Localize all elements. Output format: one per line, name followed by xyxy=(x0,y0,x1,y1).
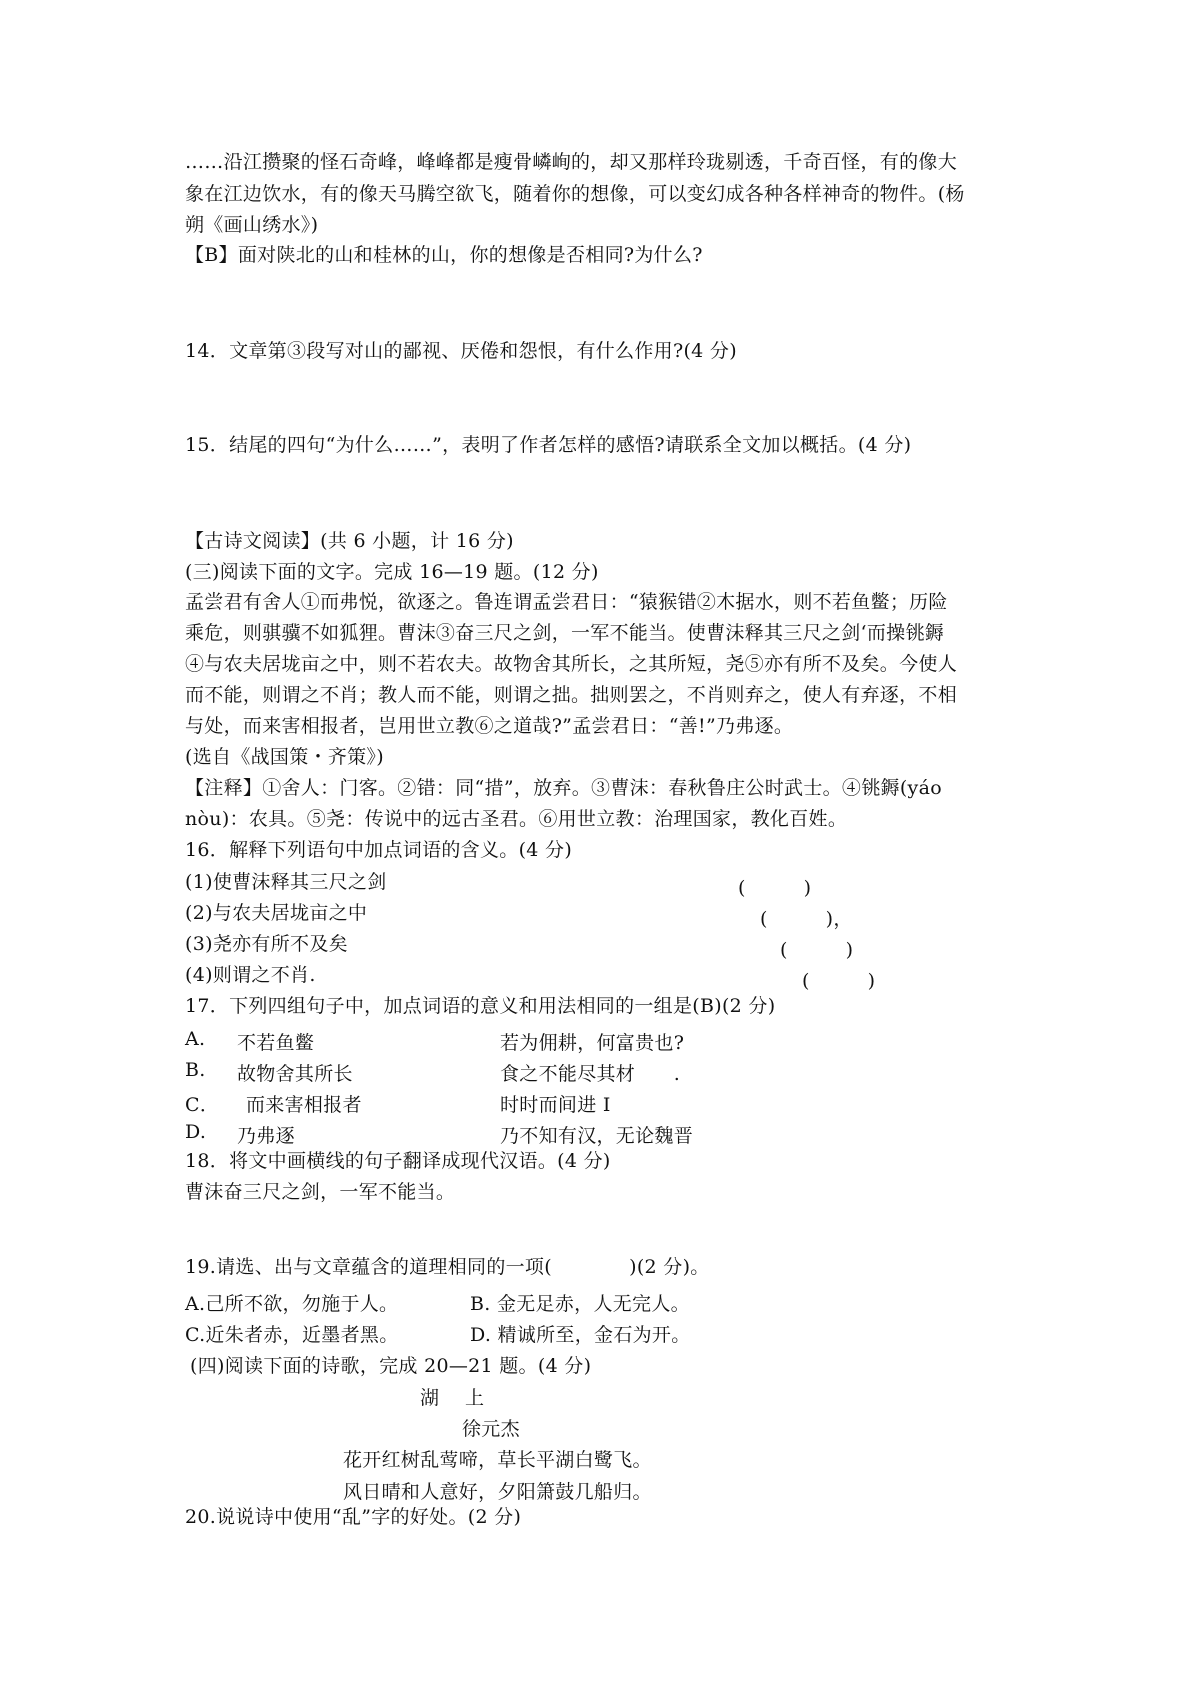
part4-intro: (四)阅读下面的诗歌，完成 20—21 题。(4 分) xyxy=(190,1355,592,1377)
classical-text-line: 而不能，则谓之不肖；教人而不能，则谓之拙。拙则罢之，不肖则弃之，使人有弃逐，不相 xyxy=(185,684,958,706)
option-right: 乃不知有汉，无论魏晋 xyxy=(500,1125,694,1147)
question-17-stem: 17．下列四组句子中，加点词语的意义和用法相同的一组是(B)(2 分) xyxy=(185,995,776,1017)
poem-author: 徐元杰 xyxy=(462,1418,520,1440)
option-right: 若为佣耕，何富贵也? xyxy=(500,1032,685,1054)
question-b: 【B】面对陕北的山和桂林的山，你的想像是否相同?为什么? xyxy=(185,244,703,266)
poem-line: 风日晴和人意好，夕阳箫鼓几船归。 xyxy=(343,1481,652,1503)
option-left: 乃弗逐 xyxy=(237,1125,295,1147)
answer-blank: ( ) xyxy=(780,939,854,961)
classical-text-line: 孟尝君有舍人①而弗悦，欲逐之。鲁连谓孟尝君日：“猿猴错②木据水，则不若鱼鳖；历险 xyxy=(185,591,948,613)
passage-line: ……沿江攒聚的怪石奇峰，峰峰都是瘦骨嶙峋的，却又那样玲珑剔透，千奇百怪，有的像大 xyxy=(185,151,958,173)
option-label: B. xyxy=(185,1059,206,1081)
option-right: 时时而间进 I xyxy=(500,1094,611,1116)
choice-a: A.己所不欲，勿施于人。 xyxy=(185,1293,399,1315)
section-title: 【古诗文阅读】(共 6 小题，计 16 分) xyxy=(185,530,514,552)
question-20: 20.说说诗中使用“乱”字的好处。(2 分) xyxy=(185,1506,522,1528)
question-16-item: (3)尧亦有所不及矣 xyxy=(185,933,348,955)
option-right: 食之不能尽其材 . xyxy=(500,1063,681,1085)
classical-text-line: 乘危，则骐骥不如狐狸。曹沫③奋三尺之剑，一军不能当。使曹沫释其三尺之剑‘而操铫鎒 xyxy=(185,622,945,644)
question-18-stem: 18．将文中画横线的句子翻译成现代汉语。(4 分) xyxy=(185,1150,611,1172)
question-18-sentence: 曹沫奋三尺之剑，一军不能当。 xyxy=(185,1181,456,1203)
option-label: D. xyxy=(185,1121,207,1143)
option-label: A. xyxy=(185,1028,206,1050)
notes-line: 【注释】①舍人：门客。②错：同“措”，放弃。③曹沫：春秋鲁庄公时武士。④铫鎒(yáo xyxy=(185,777,942,799)
notes-line: nòu)：农具。⑤尧：传说中的远古圣君。⑥用世立教：治理国家，教化百姓。 xyxy=(185,808,848,830)
question-19-stem: 19.请选、出与文章蕴含的道理相同的一项( )(2 分)。 xyxy=(185,1256,710,1278)
choice-b: B. 金无足赤，人无完人。 xyxy=(470,1293,690,1315)
option-left: 故物舍其所长 xyxy=(237,1063,353,1085)
question-14: 14．文章第③段写对山的鄙视、厌倦和怨恨，有什么作用?(4 分) xyxy=(185,340,737,362)
classical-text-line: ④与农夫居垅亩之中，则不若农夫。故物舍其所长，之其所短，尧⑤亦有所不及矣。今使人 xyxy=(185,653,958,675)
answer-blank: ( )， xyxy=(760,908,853,930)
source-citation: (选自《战国策・齐策》) xyxy=(185,746,384,768)
question-16-item: (1)使曹沫释其三尺之剑 xyxy=(185,871,387,893)
question-16-item: (2)与农夫居垅亩之中 xyxy=(185,902,368,924)
passage-line: 象在江边饮水，有的像天马腾空欲飞，随着你的想像，可以变幻成各种各样神奇的物件。(杨 xyxy=(185,183,965,205)
option-label: C． xyxy=(185,1094,220,1116)
question-16-item: (4)则谓之不肖. xyxy=(185,964,316,986)
option-left: 而来害相报者 xyxy=(246,1094,362,1116)
choice-d: D. 精诚所至，金石为开。 xyxy=(470,1324,691,1346)
question-15: 15．结尾的四句“为什么……”，表明了作者怎样的感悟?请联系全文加以概括。(4 分) xyxy=(185,434,912,456)
answer-blank: ( ) xyxy=(738,877,812,899)
answer-blank: ( ) xyxy=(802,970,876,992)
part3-intro: (三)阅读下面的文字。完成 16—19 题。(12 分) xyxy=(185,561,599,583)
poem-line: 花开红树乱莺啼，草长平湖白鹭飞。 xyxy=(343,1449,652,1471)
poem-title: 湖 上 xyxy=(420,1387,485,1409)
passage-line: 朔《画山绣水》) xyxy=(185,214,319,236)
choice-c: C.近朱者赤，近墨者黑。 xyxy=(185,1324,399,1346)
question-16-stem: 16．解释下列语句中加点词语的含义。(4 分) xyxy=(185,839,573,861)
option-left: 不若鱼鳖 xyxy=(237,1032,315,1054)
classical-text-line: 与处，而来害相报者，岂用世立教⑥之道哉?”孟尝君日：“善!”乃弗逐。 xyxy=(185,715,794,737)
